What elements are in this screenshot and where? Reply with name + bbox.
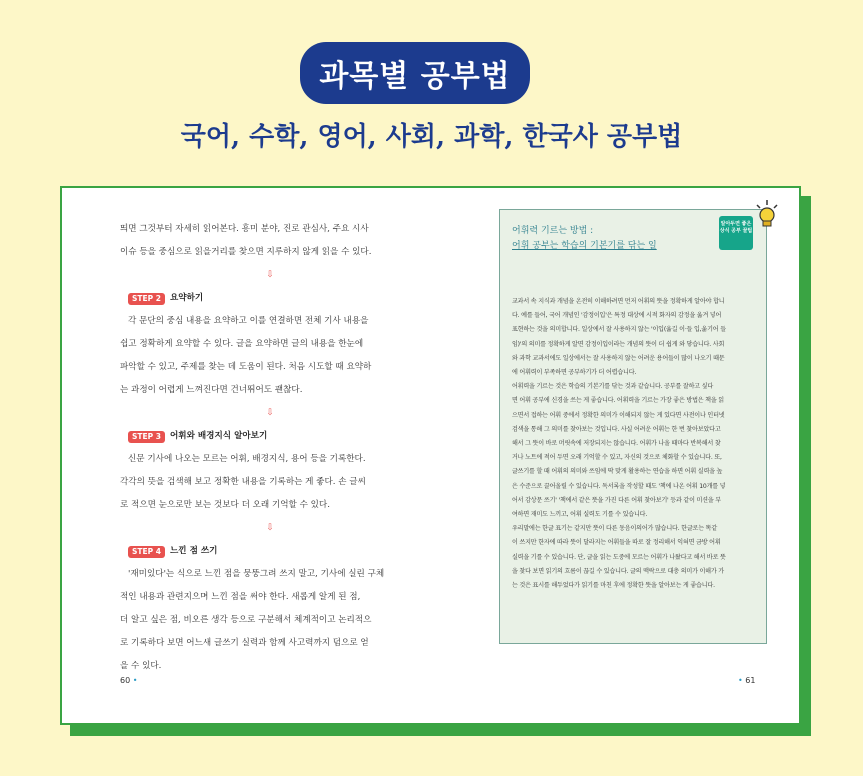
box-line: 교과서 속 지식과 개념을 온전히 이해하려면 먼저 어휘의 뜻을 정확하게 알아야 합니 <box>512 298 725 305</box>
box-line: 거나 노트에 적어 두면 오래 기억할 수 있고, 자신의 것으로 체화할 수 있습니다. 또, <box>512 454 722 462</box>
box-line: 으면서 접하는 어휘 중에서 정확한 의미가 이해되지 않는 게 있다면 사전이나 인터넷 <box>512 411 725 419</box>
box-line: 다. 예를 들어, 국어 개념인 '감정이입'은 특정 대상에 시적 화자의 감정을 옮겨 넣어 <box>512 312 722 320</box>
tip-box-title: 어휘력 기르는 방법 : <box>512 226 594 236</box>
box-line: 해서 그 뜻이 바로 머릿속에 저장되지는 않습니다. 어휘가 나올 때마다 반복해서 찾 <box>512 440 721 448</box>
box-line: 은 수준으로 끌어올릴 수 있습니다. 독서록을 작성할 때도 '책에 나온 어휘 10개를 넣 <box>512 482 726 490</box>
body-line: 이슈 등을 중심으로 읽을거리를 찾으면 지루하지 않게 읽을 수 있다. <box>120 247 372 257</box>
tip-box-heading <box>512 224 657 254</box>
body-line: 는 과정이 어렵게 느껴진다면 건너뛰어도 괜찮다. <box>120 385 303 395</box>
step-badge: STEP 3 <box>128 431 165 443</box>
page-number-left <box>120 676 137 685</box>
lightbulb-icon <box>752 198 782 232</box>
body-line: 신문 기사에 나오는 모르는 어휘, 배경지식, 용어 등을 기록한다. <box>128 454 366 464</box>
page-number-value: 60 <box>120 676 131 685</box>
box-line: 실력을 기를 수 있습니다. 단, 글을 읽는 도중에 모르는 어휘가 나왔다고 해서 바로 뜻 <box>512 553 726 561</box>
step3-heading <box>120 425 420 448</box>
box-line: 이 쓰지만 한자에 따라 뜻이 달라지는 어휘들을 따로 잘 정리해서 익혀면 금방 어휘 <box>512 539 721 547</box>
step-badge: STEP 2 <box>128 293 165 305</box>
body-line: 더 알고 싶은 점, 비오른 생각 등으로 구분해서 체계적이고 논리적으 <box>120 615 372 625</box>
page-number-right <box>738 676 755 685</box>
box-line: 는 것은 표시를 해두었다가 읽기를 마친 후에 정확한 뜻을 알아보는 게 좋습니다. <box>512 582 715 590</box>
page-subtitle: 국어, 수학, 영어, 사회, 과학, 한국사 공부법 <box>180 122 683 152</box>
box-line: 우리말에는 한글 표기는 같지만 뜻이 다른 동음이의어가 많습니다. 한글로는 똑같 <box>512 525 718 533</box>
body-line: 적인 내용과 관련지으며 느낀 점을 써야 한다. 새롭게 알게 된 점, <box>120 592 361 602</box>
step4-heading <box>120 540 420 563</box>
body-line: 로 적으면 눈으로만 보는 것보다 더 오래 기억할 수 있다. <box>120 500 330 510</box>
tip-box-body <box>512 295 758 593</box>
box-line: 을 찾다 보면 읽기의 흐름이 끊길 수 있습니다. 글의 맥락으로 대충 의미가 이해가 가 <box>512 567 724 575</box>
step2-heading <box>120 287 420 310</box>
page-dot: • <box>132 676 138 685</box>
tip-box-subtitle: 어휘 공부는 학습의 기본기를 닦는 일 <box>512 241 657 251</box>
box-line: 임)'의 의미를 정확하게 알면 감정이입이라는 개념의 뜻이 더 쉽게 와 닿습니다. 사회 <box>512 340 725 348</box>
step-badge: STEP 4 <box>128 546 165 558</box>
page-dot: • <box>738 676 743 685</box>
box-line: 어서 감상문 쓰기' '책에서 같은 뜻을 가진 다른 어휘 찾아보기' 등과 같이 미션을 부 <box>512 496 721 504</box>
box-line: 검색을 통해 그 의미를 찾아보는 것입니다. 사실 어려운 어휘는 한 번 찾아보았다고 <box>512 425 721 433</box>
body-line: 각 문단의 중심 내용을 요약하고 이를 연결하면 전체 기사 내용을 <box>128 316 369 326</box>
body-line: 파악할 수 있고, 주제를 찾는 데 도움이 된다. 처음 시도할 때 요약하 <box>120 362 372 372</box>
tip-badge: 알아두면 좋은 상식 공부 꿀팁 <box>719 216 753 250</box>
body-line: 로 기록하다 보면 어느새 글쓰기 실력과 함께 사고력까지 덤으로 얻 <box>120 638 369 648</box>
page-title: 과목별 공부법 <box>300 42 530 104</box>
step-title: 느낀 점 쓰기 <box>169 546 218 556</box>
body-line: 쉽고 정확하게 요약할 수 있다. 글을 요약하면 글의 내용을 한눈에 <box>120 339 364 349</box>
down-arrow-icon: ⇩ <box>266 408 274 418</box>
book-spread <box>60 186 801 725</box>
left-page <box>120 218 420 678</box>
down-arrow-icon: ⇩ <box>266 270 274 280</box>
tip-box <box>499 209 767 644</box>
body-line: 을 수 있다. <box>120 661 162 671</box>
box-line: 와 과학 교과서에도 일상에서는 잘 사용하지 않는 어려운 용어들이 많이 나오기 때문 <box>512 354 725 362</box>
box-line: 에 어휘력이 부족하면 공부하기가 더 어렵습니다. <box>512 369 637 377</box>
step-title: 요약하기 <box>169 293 204 303</box>
page-number-value: 61 <box>745 676 756 685</box>
box-line: 표현하는 것을 의미합니다. 일상에서 잘 사용하지 않는 '이입(옮길 이·들 입,옮기어 들 <box>512 326 726 334</box>
body-line: '재미있다'는 식으로 느낀 점을 뭉뚱그려 쓰지 말고, 기사에 실린 구체 <box>128 569 385 579</box>
box-line: 면 어휘 공부에 신경을 쓰는 게 좋습니다. 어휘력을 기르는 가장 좋은 방법은 책을 읽 <box>512 397 724 405</box>
box-line: 글쓰기를 할 때 어휘의 의미와 쓰임에 딱 맞게 활용하는 연습을 하면 어휘 실력을 높 <box>512 468 723 476</box>
box-line: 여하면 재미도 느끼고, 어휘 실력도 기를 수 있습니다. <box>512 511 648 519</box>
body-line: 띄면 그것부터 자세히 읽어본다. 흥미 분야, 진로 관심사, 주요 시사 <box>120 224 369 234</box>
step-title: 어휘와 배경지식 알아보기 <box>169 431 268 441</box>
body-line: 각각의 뜻을 검색해 보고 정확한 내용을 기록하는 게 좋다. 손 글씨 <box>120 477 366 487</box>
down-arrow-icon: ⇩ <box>266 523 274 533</box>
box-line: 어휘력을 기르는 것은 학습의 기본기를 닦는 것과 같습니다. 공부를 잘하고 싶다 <box>512 383 714 391</box>
